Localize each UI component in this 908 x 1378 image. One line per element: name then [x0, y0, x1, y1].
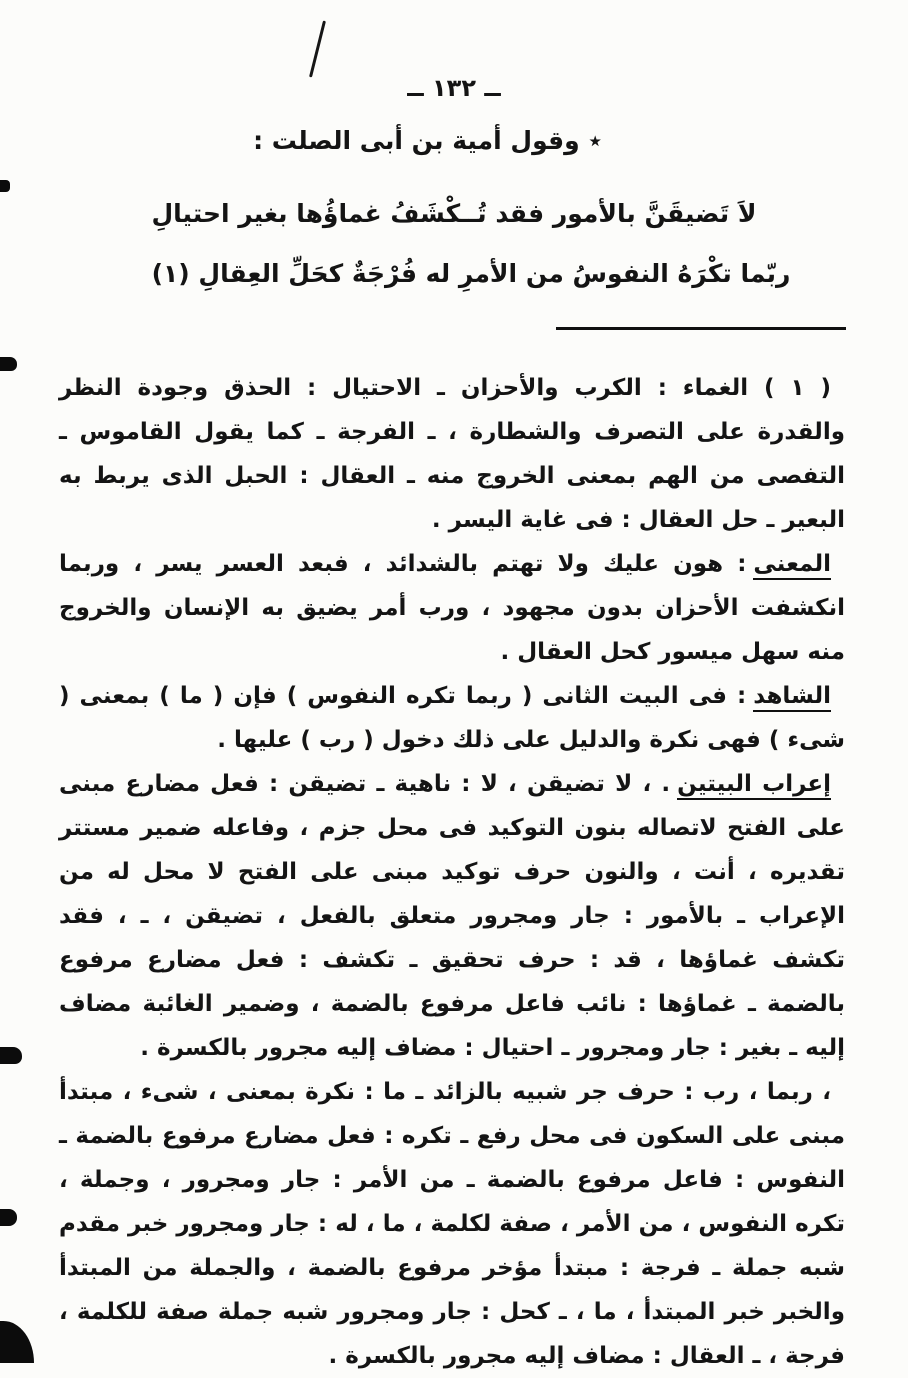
footnote-paragraph	[59, 366, 845, 542]
section-label-maana: المعنى	[753, 551, 831, 580]
pen-stroke-artifact	[309, 20, 326, 77]
footnote-paragraph	[59, 762, 845, 1070]
footnote-text: : هون عليك ولا تهتم بالشدائد ، فبعد العسر يسر ، وربما انكشفت الأحزان بدون مجهود ، ورب أمر يضيق به الإنسان والخروج منه سهل ميسور كحل العقال .	[59, 551, 845, 665]
page-number: ــ ١٣٢ ــ	[407, 74, 501, 102]
corner-ink-blob	[0, 1321, 34, 1363]
footnote-separator-rule	[556, 327, 846, 330]
poet-attribution: ٭ وقول أمية بن أبى الصلت :	[253, 126, 602, 155]
ink-smudge	[0, 357, 17, 371]
section-label-shahid: الشاهد	[753, 683, 831, 712]
poem-block	[0, 188, 908, 308]
poem-verse-2: ربّما تكْرَهُ النفوسُ من الأمرِ له فُرْجَةٌ كحَلِّ العِقالِ (١)	[151, 259, 791, 288]
footnote-text: : فى البيت الثانى ( ربما تكره النفوس ) فإن ( ما ) بمعنى ( شىء ) فهى نكرة والدليل على ذلك دخول ( رب ) عليها .	[59, 683, 845, 753]
footnote-block	[59, 366, 845, 1378]
footnote-paragraph	[59, 1070, 845, 1378]
section-label-iraab: إعراب البيتين	[677, 771, 831, 800]
footnote-text: . ، لا تضيقن ، لا : ناهية ـ تضيقن : فعل مضارع مبنى على الفتح لاتصاله بنون التوكيد فى محل جزم ، وفاعله ضمير مستتر تقديره ، أنت ، والنون حرف توكيد مبنى على الفتح لا محل له من الإعراب ـ بالأمور : جار ومجرور متعلق بالفعل ، تضيقن ، ـ ، فقد تكشف غماؤها ، قد : حرف تحقيق ـ تكشف : فعل مضارع مرفوع بالضمة ـ غماؤها : نائب فاعل مرفوع بالضمة ، وضمير الغائبة مضاف إليه ـ بغير : جار ومجرور ـ احتيال : مضاف إليه مجرور بالكسرة .	[59, 771, 845, 1061]
footnote-text: ، ربما ، رب : حرف جر شبيه بالزائد ـ ما : نكرة بمعنى ، شىء ، مبتدأ مبنى على السكون فى محل رفع ـ تكره : فعل مضارع مرفوع بالضمة ـ النفوس : فاعل مرفوع بالضمة ـ من الأمر : جار ومجرور ، وجملة ، تكره النفوس ، من الأمر ، صفة لكلمة ، ما ، له : جار ومجرور خبر مقدم شبه جملة ـ فرجة : مبتدأ مؤخر مرفوع بالضمة ، والجملة من المبتدأ والخبر خبر المبتدأ ، ما ، ـ كحل : جار ومجرور شبه جملة صفة للكلمة ، فرجة ، ـ العقال : مضاف إليه مجرور بالكسرة .	[59, 1079, 845, 1369]
footnote-paragraph	[59, 674, 845, 762]
ink-smudge	[0, 1209, 17, 1226]
ink-smudge	[0, 1047, 22, 1064]
footnote-text: ( ١ ) الغماء : الكرب والأحزان ـ الاحتيال : الحذق وجودة النظر والقدرة على التصرف والشطارة ، ـ الفرجة ـ كما يقول القاموس ـ التفصى من الهم بمعنى الخروج منه ـ العقال : الحبل الذى يربط به البعير ـ حل العقال : فى غاية اليسر .	[59, 375, 845, 533]
footnote-paragraph	[59, 542, 845, 674]
poem-verse-1: لاَ تَضيقَنَّ بالأمور فقد تُــكْشَفُ غماؤُها بغير احتيالِ	[151, 199, 757, 228]
